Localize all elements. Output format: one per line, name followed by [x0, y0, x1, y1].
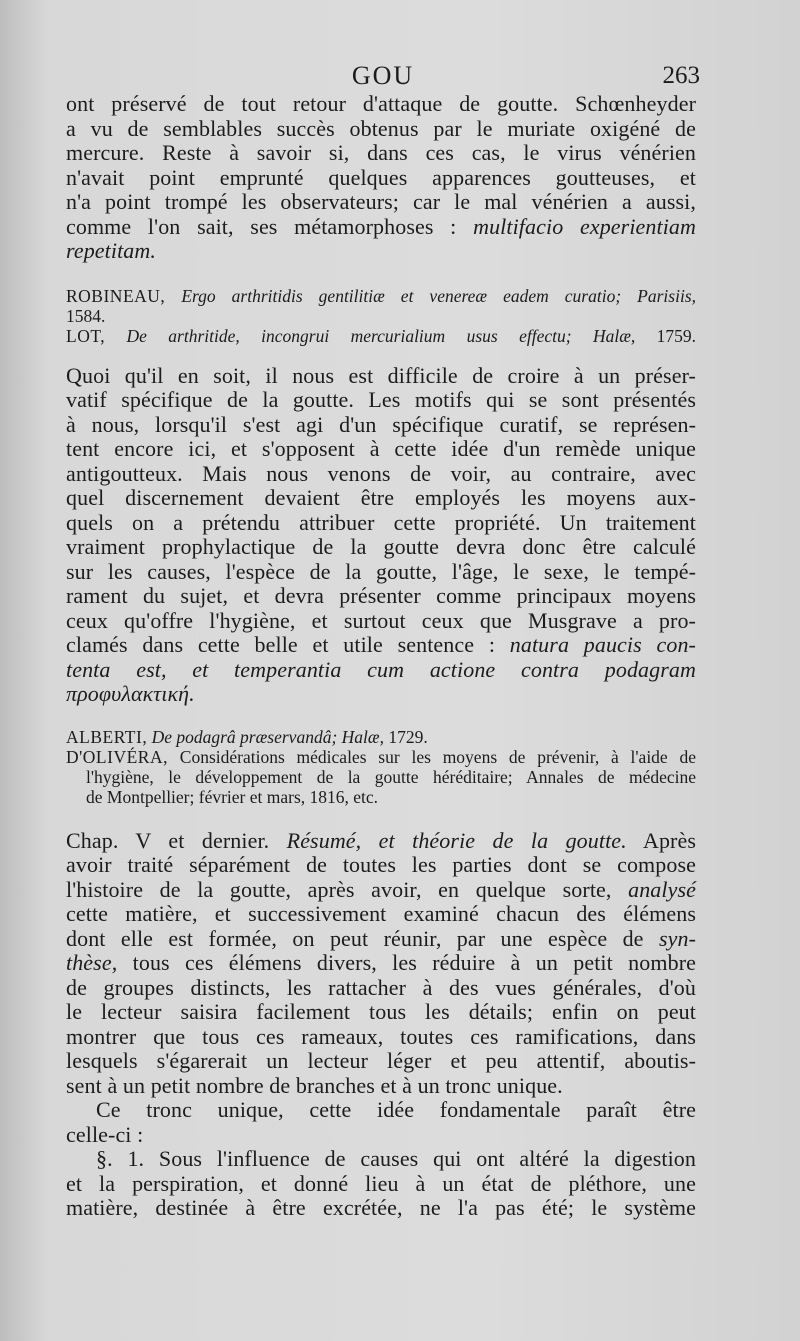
ref-author: ROBINEAU, — [66, 285, 166, 306]
text-line: vraiment prophylactique de la goutte devra donc être calculé — [66, 534, 696, 559]
text-line: thèse, tous ces élémens divers, les réduire à un petit nombre — [66, 950, 696, 975]
greek-word: προφυλακτική. — [66, 681, 195, 706]
text-line: ceux qu'offre l'hygiène, et surtout ceux que Musgrave a pro- — [66, 607, 696, 633]
ref-year: 1759. — [656, 325, 697, 346]
text-line: et la perspiration, et donné lieu à un état de pléthore, une — [66, 1170, 696, 1196]
running-head-title: GOU — [351, 61, 415, 90]
text-line: sur les causes, l'espèce de la goutte, l'âge, le sexe, le tempé- — [66, 558, 696, 584]
reference-line: D'OLIVÉRA, Considérations médicales sur les moyens de prévenir, à l'aide de — [66, 746, 697, 767]
ref-title: De arthritide, incongrui mercurialium usus effectu; Halæ, — [126, 325, 636, 346]
text-line: a vu de semblables succès obtenus par le muriate oxigéné de — [66, 115, 696, 141]
text-line: quels on a prétendu attribuer cette propriété. Un traitement — [66, 509, 696, 535]
paragraph-2 — [66, 364, 696, 707]
text-line: repetitam. — [66, 238, 156, 263]
text-line: montrer que tous ces rameaux, toutes ces ramifications, dans — [66, 1023, 696, 1049]
text-line: quel discernement devaient être employés les moyens aux- — [66, 485, 696, 510]
latin-phrase: natura paucis con- — [509, 632, 696, 657]
reference-line: 1584. — [66, 305, 106, 326]
text-line: matière, destinée à être excrétée, ne l'a pas été; le système — [66, 1195, 696, 1220]
text-line: vatif spécifique de la goutte. Les motifs qui se sont présentés — [66, 387, 696, 412]
latin-phrase: multifacio experientiam — [473, 213, 697, 239]
text-line: n'a point trompé les observateurs; car le mal vénérien a aussi, — [66, 189, 696, 214]
page-body — [66, 92, 696, 1221]
reference-line: l'hygiène, le développement de la goutte héréditaire; Annales de médecine — [86, 766, 696, 787]
ref-author: D'OLIVÉRA, — [66, 746, 168, 767]
chapter-label: Chap. V et dernier. — [66, 827, 270, 853]
text-line: clamés dans cette belle et utile sentence : natura paucis con- — [66, 632, 696, 657]
paragraph-4 — [66, 1098, 696, 1147]
chapter-title: Résumé, et théorie de la goutte. — [286, 827, 627, 853]
text-line: ont préservé de tout retour d'attaque de goutte. Schœnheyder — [66, 91, 696, 116]
reference-line — [66, 326, 696, 346]
text-line: cette matière, et successivement examiné chacun des élémens — [66, 901, 696, 926]
text-line: comme l'on sait, ses métamorphoses : multifacio experientiam — [66, 213, 697, 239]
running-head — [66, 58, 700, 94]
text-line: sent à un petit nombre de branches et à un tronc unique. — [66, 1072, 563, 1098]
paragraph-3 — [66, 829, 696, 1099]
text-line: Quoi qu'il en soit, il nous est difficile de croire à un préser- — [66, 362, 696, 388]
reference-line: de Montpellier; février et mars, 1816, etc. — [86, 786, 379, 807]
text-line: Ce tronc unique, cette idée fondamentale paraît être — [96, 1097, 696, 1122]
page-number: 263 — [662, 62, 700, 89]
text-line: lesquels s'égarerait un lecteur léger et peu attentif, aboutis- — [66, 1048, 696, 1073]
text-line: §. 1. Sous l'influence de causes qui ont altéré la digestion — [96, 1146, 696, 1171]
reference-line — [66, 286, 696, 306]
text-line: de groupes distincts, les rattacher à des vues générales, d'où — [66, 974, 696, 1000]
text-line: Chap. V et dernier. Résumé, et théorie de la goutte. Après — [66, 827, 697, 853]
text-line: à nous, lorsqu'il s'est agi d'un spécifique curatif, se représen- — [66, 411, 696, 437]
paragraph-1 — [66, 92, 696, 264]
reference-line — [66, 727, 696, 747]
ref-author: LOT, — [66, 325, 106, 346]
ref-title: Ergo arthritidis gentilitiæ et venereæ eadem curatio; Parisiis, — [181, 285, 697, 306]
text-line: n'avait point emprunté quelques apparences goutteuses, et — [66, 164, 696, 190]
references-2 — [66, 727, 696, 807]
text-line: le lecteur saisira facilement tous les détails; enfin on peut — [66, 999, 696, 1024]
text-line: tent encore ici, et s'opposent à cette idée d'un remède unique — [66, 436, 696, 461]
text-line: avoir traité séparément de toutes les parties dont se compose — [66, 852, 696, 877]
text-line: celle-ci : — [66, 1121, 144, 1147]
text-line: tenta est, et temperantia cum actione contra podagram — [66, 656, 696, 682]
text-line: mercure. Reste à savoir si, dans ces cas, le virus vénérien — [66, 140, 696, 165]
ref-year: 1729. — [388, 726, 428, 747]
text-line: antigoutteux. Mais nous venons de voir, au contraire, avec — [66, 460, 696, 486]
references-1 — [66, 286, 696, 346]
text-line: rament du sujet, et devra présenter comme principaux moyens — [66, 583, 696, 608]
text-line: dont elle est formée, on peut réunir, par une espèce de syn- — [66, 925, 696, 951]
text-line: l'histoire de la goutte, après avoir, en quelque sorte, analysé — [66, 876, 696, 902]
ref-title: De podagrâ præservandâ; Halæ, — [151, 726, 384, 747]
paragraph-5 — [66, 1147, 696, 1221]
ref-author: ALBERTI, — [66, 726, 148, 747]
